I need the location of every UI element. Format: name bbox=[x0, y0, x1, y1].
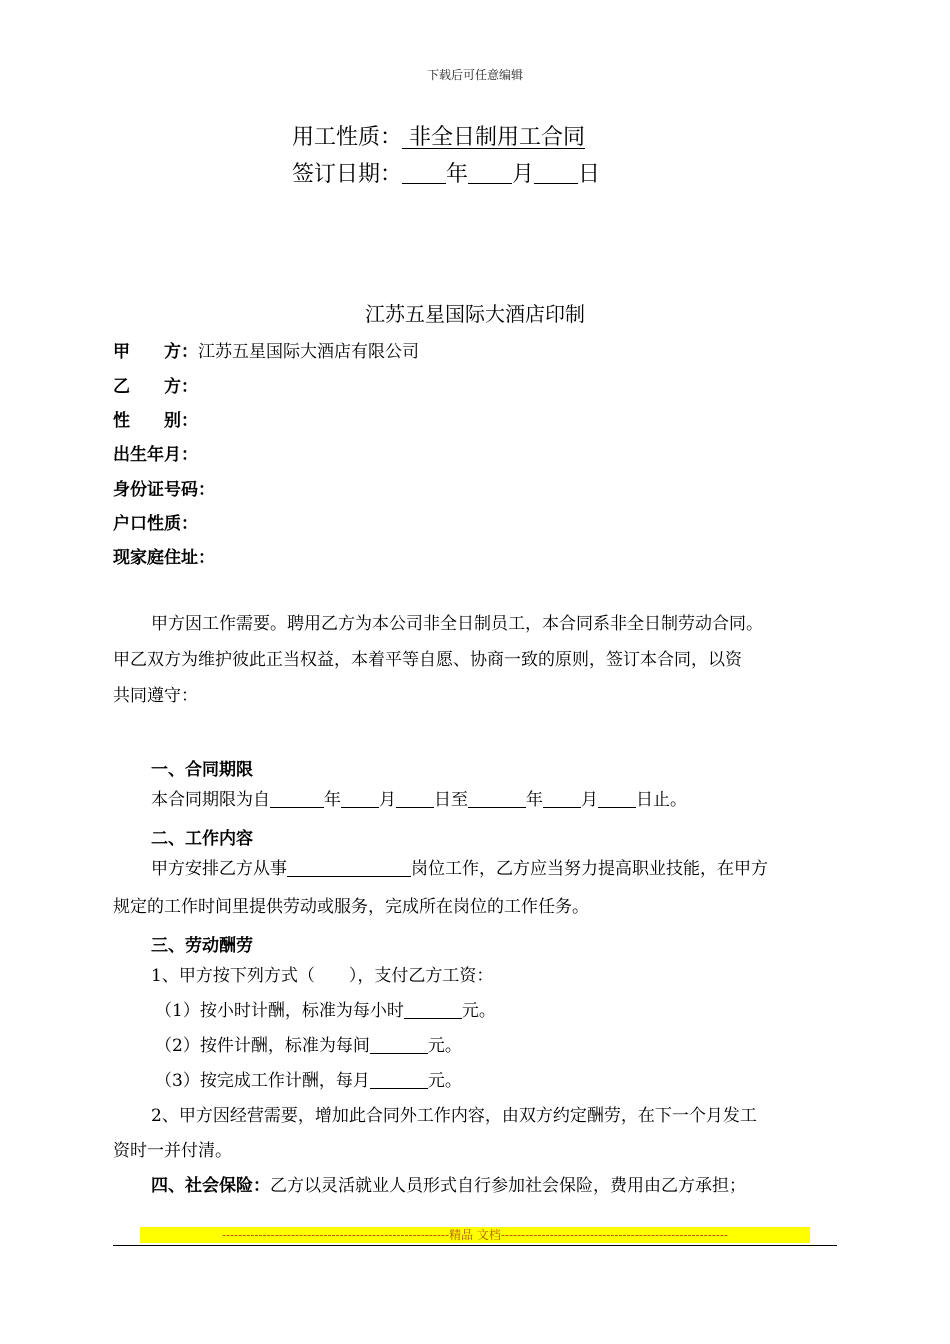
end-month-char: 月 bbox=[581, 790, 598, 810]
month-char: 月 bbox=[512, 162, 535, 187]
signing-date-label: 签订日期： bbox=[292, 162, 403, 187]
id-number-label: 身份证号码： bbox=[113, 480, 215, 500]
job-assign-text: 甲方安排乙方从事 bbox=[151, 859, 287, 879]
birth-label: 出生年月： bbox=[113, 445, 198, 465]
month-blank bbox=[468, 161, 512, 184]
section-3-title: 三、劳动酬劳 bbox=[151, 936, 253, 956]
end-month-blank bbox=[543, 790, 581, 808]
footer-rule bbox=[113, 1245, 837, 1246]
year-char: 年 bbox=[446, 162, 469, 187]
start-year-blank bbox=[270, 790, 324, 808]
party-a-field bbox=[113, 337, 419, 362]
year-blank bbox=[402, 161, 446, 184]
hourly-yuan: 元。 bbox=[461, 1001, 496, 1021]
job-duty-text: 岗位工作，乙方应当努力提高职业技能，在甲方 bbox=[411, 859, 768, 879]
footer-text: 精品 文档 bbox=[449, 1228, 501, 1242]
start-day-blank bbox=[396, 790, 434, 808]
employment-nature-value: 非全日制用工合同 bbox=[402, 125, 586, 150]
pay-method-item: 1、甲方按下列方式（ ），支付乙方工资： bbox=[151, 966, 494, 986]
section-2-line-1 bbox=[151, 851, 768, 887]
intro-line-3: 共同遵守： bbox=[113, 686, 198, 706]
section-1-title: 一、合同期限 bbox=[151, 760, 253, 780]
party-b-label: 乙 方： bbox=[113, 377, 198, 397]
signing-date-line bbox=[292, 157, 600, 188]
job-position-blank bbox=[287, 859, 411, 877]
footer-dashes-right: -------------------------------------------------------- bbox=[500, 1228, 728, 1242]
header-note: 下载后可任意编辑 bbox=[426, 68, 523, 82]
piece-text: （2）按件计酬，标准为每间 bbox=[155, 1036, 370, 1056]
task-text: （3）按完成工作计酬，每月 bbox=[155, 1071, 370, 1091]
end-day-char: 日止。 bbox=[636, 790, 687, 810]
section-4-title: 四、社会保险： bbox=[151, 1176, 270, 1196]
footer-dashes-left: -------------------------------------------------------- bbox=[222, 1228, 450, 1242]
employment-nature-line bbox=[292, 120, 585, 151]
section-4-line bbox=[151, 1168, 746, 1204]
start-day-to: 日至 bbox=[434, 790, 468, 810]
footer-banner bbox=[140, 1227, 810, 1243]
task-yuan: 元。 bbox=[427, 1071, 462, 1091]
piece-yuan: 元。 bbox=[427, 1036, 462, 1056]
address-label: 现家庭住址： bbox=[113, 548, 215, 568]
day-blank bbox=[534, 161, 578, 184]
pay-option-task bbox=[155, 1063, 462, 1099]
extra-work-line-2: 资时一并付清。 bbox=[113, 1141, 232, 1161]
end-year-char: 年 bbox=[526, 790, 543, 810]
intro-line-2: 甲乙双方为维护彼此正当权益，本着平等自愿、协商一致的原则，签订本合同，以资 bbox=[113, 650, 742, 670]
gender-label: 性 别： bbox=[113, 411, 198, 431]
term-start-text: 本合同期限为自 bbox=[151, 790, 270, 810]
party-a-value: 江苏五星国际大酒店有限公司 bbox=[198, 342, 419, 362]
start-month-char: 月 bbox=[379, 790, 396, 810]
section-2-line-2: 规定的工作时间里提供劳动或服务，完成所在岗位的工作任务。 bbox=[113, 897, 589, 917]
pay-option-hourly bbox=[155, 993, 496, 1029]
end-year-blank bbox=[468, 790, 526, 808]
employment-nature-label: 用工性质： bbox=[292, 125, 403, 150]
hourly-rate-blank bbox=[404, 1001, 462, 1019]
hukou-label: 户口性质： bbox=[113, 514, 198, 534]
end-day-blank bbox=[598, 790, 636, 808]
task-rate-blank bbox=[370, 1071, 428, 1089]
printed-by-title: 江苏五星国际大酒店印制 bbox=[365, 302, 585, 326]
start-month-blank bbox=[341, 790, 379, 808]
start-year-char: 年 bbox=[324, 790, 341, 810]
intro-line-1: 甲方因工作需要。聘用乙方为本公司非全日制员工，本合同系非全日制劳动合同。 bbox=[151, 614, 763, 634]
extra-work-line-1: 2、甲方因经营需要，增加此合同外工作内容，由双方约定酬劳，在下一个月发工 bbox=[151, 1106, 757, 1126]
party-a-label: 甲 方： bbox=[113, 342, 198, 362]
section-1-text bbox=[151, 782, 687, 818]
pay-option-piece bbox=[155, 1028, 462, 1064]
day-char: 日 bbox=[578, 162, 601, 187]
piece-rate-blank bbox=[370, 1036, 428, 1054]
section-4-text: 乙方以灵活就业人员形式自行参加社会保险，费用由乙方承担； bbox=[270, 1176, 746, 1196]
hourly-text: （1）按小时计酬，标准为每小时 bbox=[155, 1001, 404, 1021]
section-2-title: 二、工作内容 bbox=[151, 829, 253, 849]
